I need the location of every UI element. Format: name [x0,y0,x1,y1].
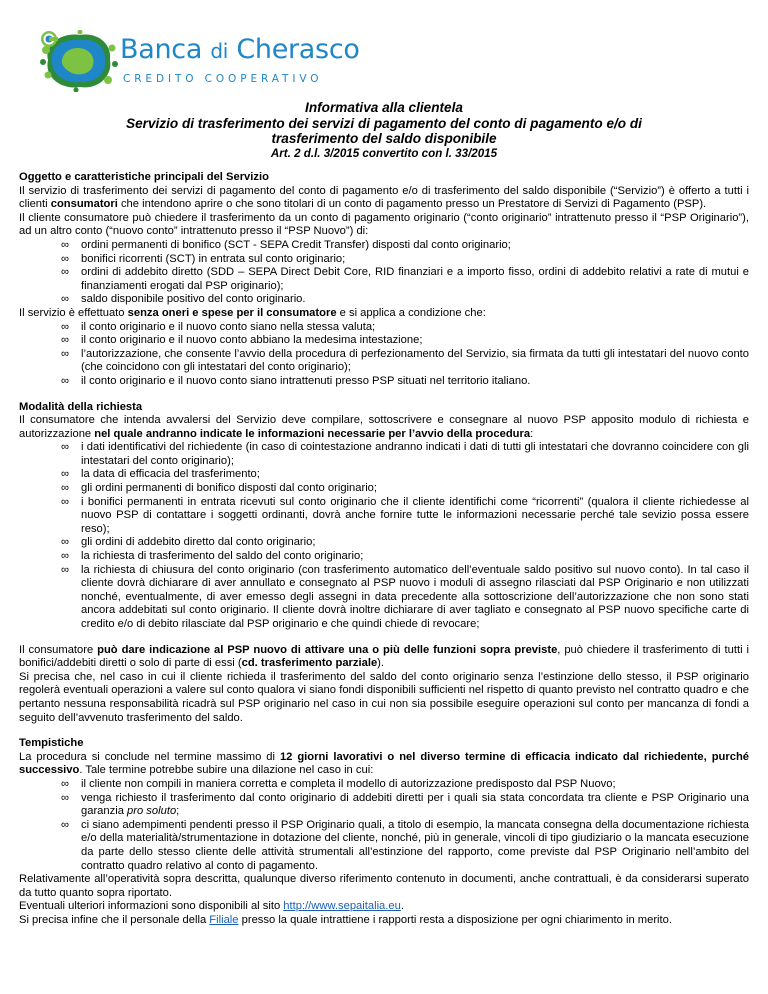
title-line-3: trasferimento del saldo disponibile [271,131,497,147]
document-title [0,100,768,147]
list-item: ∞ ci siano adempimenti pendenti presso il PSP Originario quali, a titolo di esempio, la mancata consegna della documentazione richiesta e/o della materialità/strumentazione in dotazione del cliente, nonché, più in generale, vincoli di tipo giudiziario o la mancata esecuzione da parte dello stesso cliente delle attività strumentali all’estinzione del rapporto, come previste dal PSP Originario nell’ambito del contratto quadro relativo al conto di pagamento. [61,818,749,872]
list-item: ∞ il conto originario e il nuovo conto siano nella stessa valuta; [61,320,376,333]
paragraph: Il cliente consumatore può chiedere il trasferimento da un conto di pagamento originario (“conto originario” intrattenuto presso il “PSP Originario”), ad un altro conto (“nuovo conto” intrattenuto presso il “PSP Nuovo”) di: [19,211,749,238]
paragraph: Eventuali ulteriori informazioni sono disponibili al sito http://www.sepaitalia.eu. [19,900,404,913]
list-item: ∞ la richiesta di trasferimento del saldo del conto originario; [61,550,364,563]
logo-subtitle: CREDITO COOPERATIVO [123,73,323,85]
paragraph: Si precisa infine che il personale della Filiale presso la quale intrattiene i rapporti resta a disposizione per ogni chiarimento in merito. [19,913,672,926]
bullet-list [19,778,749,873]
list-item: ∞ venga richiesto il trasferimento dal conto originario di addebiti diretti per i quali sia stata concordata tra cliente e PSP Originario una garanzia pro soluto; [61,791,749,818]
document-body [19,171,749,927]
section-heading-oggetto: Oggetto e caratteristiche principali del Servizio [19,171,269,183]
list-item: ∞ la richiesta di chiusura del conto originario (con trasferimento automatico dell’eventuale saldo positivo sul nuovo conto). In tal caso il cliente dovrà dichiarare di aver annullato e consegnato al PSP nuovo i moduli di assegno rilasciati dal PSP Originario e non utilizzati nonché, eventualmente, di aver emesso degli assegni in data precedente alla sottoscrizione dell’autorizzazione che non sono stati ancora addebitati sul conto originario. Il cliente dovrà inoltre dichiarare di aver tagliato e consegnato al PSP nuovo specifiche carte di credito e/o di debito rilasciate dal PSP originario e che quindi chiede di revocare; [61,563,749,630]
paragraph: Si precisa che, nel caso in cui il cliente richieda il trasferimento del saldo del conto originario senza l’estinzione dello stesso, il PSP originario regolerà eventuali operazioni a valere sul conto qualora vi siano fondi disponibili sufficienti nel rispetto di quanto previsto nel contratto quadro e che pertanto nessuna responsabilità ricadrà sul PSP originario nel caso in cui non sia possibile eseguire operazioni sul conto per mancanza di fondi a seguito dell’avvenuto trasferimento del saldo. [19,670,749,724]
list-item: ∞ ordini permanenti di bonifico (SCT - SEPA Credit Transfer) disposti dal conto originario; [61,238,511,251]
list-item: ∞ ordini di addebito diretto (SDD – SEPA Direct Debit Core, RID finanziari e a importo fisso, ordini di addebito relativi a rate di mutui e finanziamenti erogati dal PSP originario); [61,266,749,292]
list-item: ∞ bonifici ricorrenti (SCT) in entrata sul conto originario; [61,252,346,265]
list-item: ∞ gli ordini permanenti di bonifico disposti dal conto originario; [61,482,378,495]
paragraph: Il consumatore che intenda avvalersi del Servizio deve compilare, sottoscrivere e consegnare al nuovo PSP apposito modulo di richiesta e autorizzazione nel quale andranno indicate le informazioni necessarie per l’avvio della procedura: [19,414,749,440]
title-line-2: Servizio di trasferimento dei servizi di pagamento del conto di pagamento e/o di [126,115,642,131]
paragraph: Il servizio è effettuato senza oneri e spese per il consumatore e si applica a condizione che: [19,306,486,319]
list-item: ∞ gli ordini di addebito diretto dal conto originario; [61,536,316,549]
list-item: ∞ l’autorizzazione, che consente l’avvio della procedura di perfezionamento del Servizio, sia firmata da tutti gli intestatari del nuovo conto (che coincidono con gli intestatari del conto originario); [61,347,749,374]
paragraph: Il consumatore può dare indicazione al PSP nuovo di attivare una o più delle funzioni sopra previste, può chiedere il trasferimento di tutti i bonifici/addebiti diretti o solo di parte di essi (cd. trasferimento parziale). [19,643,749,670]
document-subtitle: Art. 2 d.l. 3/2015 convertito con l. 33/2015 [270,147,498,160]
paragraph: Relativamente all’operatività sopra descritta, qualunque diverso riferimento contenuto in documenti, anche contrattuali, è da considerarsi superato da tutto quanto sopra riportato. [19,873,749,899]
list-item: ∞ il conto originario e il nuovo conto abbiano la medesima intestazione; [61,334,423,347]
logo-bank-name: Banca di Cherasco [120,34,360,65]
sepaitalia-link[interactable]: http://www.sepaitalia.eu [283,900,401,913]
paragraph: La procedura si conclude nel termine massimo di 12 giorni lavorativi o nel diverso termine di efficacia indicato dal richiedente, purché successivo. Tale termine potrebbe subire una dilazione nel caso in cui: [19,750,750,777]
title-line-1: Informativa alla clientela [305,100,463,115]
bullet-list [19,441,749,631]
filiale-link[interactable]: Filiale [209,913,239,926]
bank-logo [40,30,360,92]
bcc-mark-icon [40,30,58,48]
bullet-list [19,239,749,307]
list-item: ∞ la data di efficacia del trasferimento; [61,468,260,481]
list-item: ∞ il conto originario e il nuovo conto siano intrattenuti presso PSP situati nel territorio italiano. [61,374,531,387]
bullet-list [19,321,749,389]
section-heading-modalita: Modalità della richiesta [19,400,143,413]
paragraph: Il servizio di trasferimento dei servizi di pagamento del conto di pagamento e/o di trasferimento del saldo disponibile (“Servizio”) è offerto a tutti i clienti consumatori che intendono aprire o che sono titolari di un conto di pagamento presso un Prestatore di Servizi di Pagamento (PSP). [19,184,749,211]
list-item: ∞ i dati identificativi del richiedente (in caso di cointestazione andranno indicati i dati di tutti gli intestatari che dovranno coincidere con gli intestatari del conto originario); [61,441,749,467]
list-item: ∞ il cliente non compili in maniera corretta e completa il modello di autorizzazione predisposto dal PSP Nuovo; [61,777,616,790]
section-heading-tempistiche: Tempistiche [19,737,84,750]
list-item: ∞ saldo disponibile positivo del conto originario. [61,293,306,306]
list-item: ∞ i bonifici permanenti in entrata ricevuti sul conto originario che il cliente identifichi come “ricorrenti” (qualora il cliente richiedesse al nuovo PSP di contattare i soggetti ordinanti, dovrà anche fornire tutte le informazioni necessarie perché tale sevizio possa essere reso); [61,495,749,535]
